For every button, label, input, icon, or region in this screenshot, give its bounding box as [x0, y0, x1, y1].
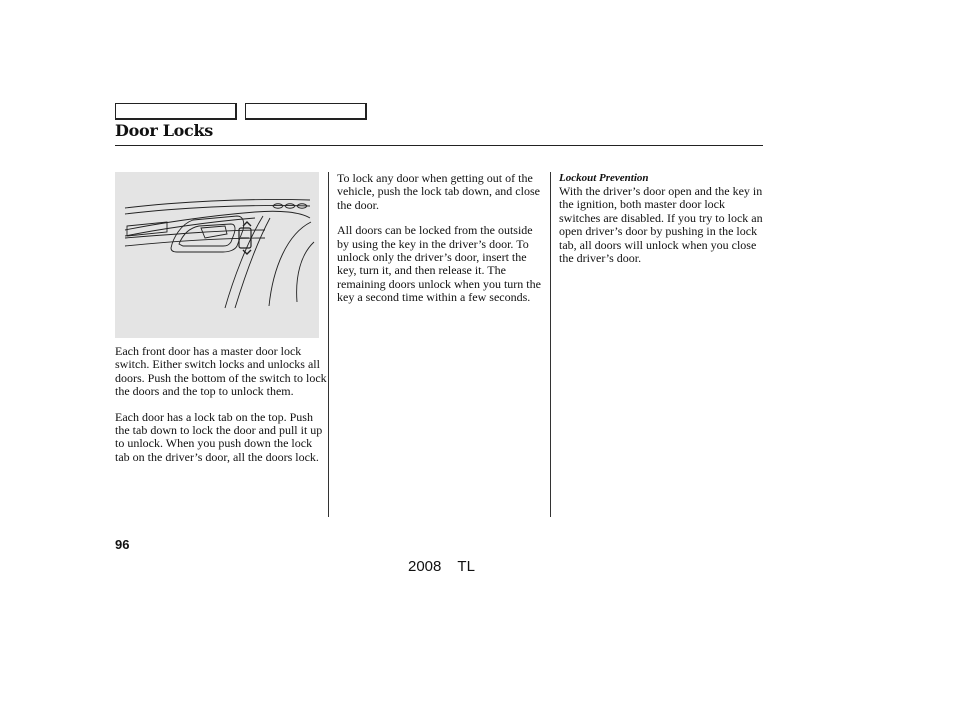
- page-number: 96: [115, 537, 130, 552]
- column-2-paragraph-1: To lock any door when getting out of the vehicle, push the lock tab down, and close the door.: [337, 171, 540, 212]
- lockout-prevention-heading: Lockout Prevention: [559, 172, 649, 184]
- column-divider-1: [328, 172, 329, 517]
- column-2-paragraph-2: All doors can be locked from the outside by using the key in the driver’s door. To unlock only the driver’s door, insert the key, turn it, and then release it. The remaining doors unlock when you turn the key a second time within a few seconds.: [337, 223, 541, 305]
- title-rule: [115, 145, 763, 146]
- door-lock-switch-illustration: [115, 172, 319, 338]
- footer-model: 2008 TL: [408, 558, 475, 575]
- column-2-text: [337, 172, 543, 317]
- nav-tab-1[interactable]: [115, 103, 237, 120]
- nav-tab-2[interactable]: [245, 103, 367, 120]
- column-1-paragraph-2: Each door has a lock tab on the top. Push the tab down to lock the door and pull it up to unlock. When you push down the lock tab on the driver’s door, all the doors lock.: [115, 409, 323, 464]
- column-3-text: [559, 172, 763, 277]
- column-1-text: [115, 345, 327, 476]
- page-title: Door Locks: [115, 121, 213, 140]
- column-divider-2: [550, 172, 551, 517]
- column-1-paragraph-1: Each front door has a master door lock switch. Either switch locks and unlocks all doors. Push the bottom of the switch to lock the doors and the top to unlock them.: [115, 344, 327, 399]
- column-3-paragraph: With the driver’s door open and the key in the ignition, both master door lock switches are disabled. If you try to lock an open driver’s door by pushing in the lock tab, all doors will unlock when you close the driver’s door.: [559, 184, 763, 266]
